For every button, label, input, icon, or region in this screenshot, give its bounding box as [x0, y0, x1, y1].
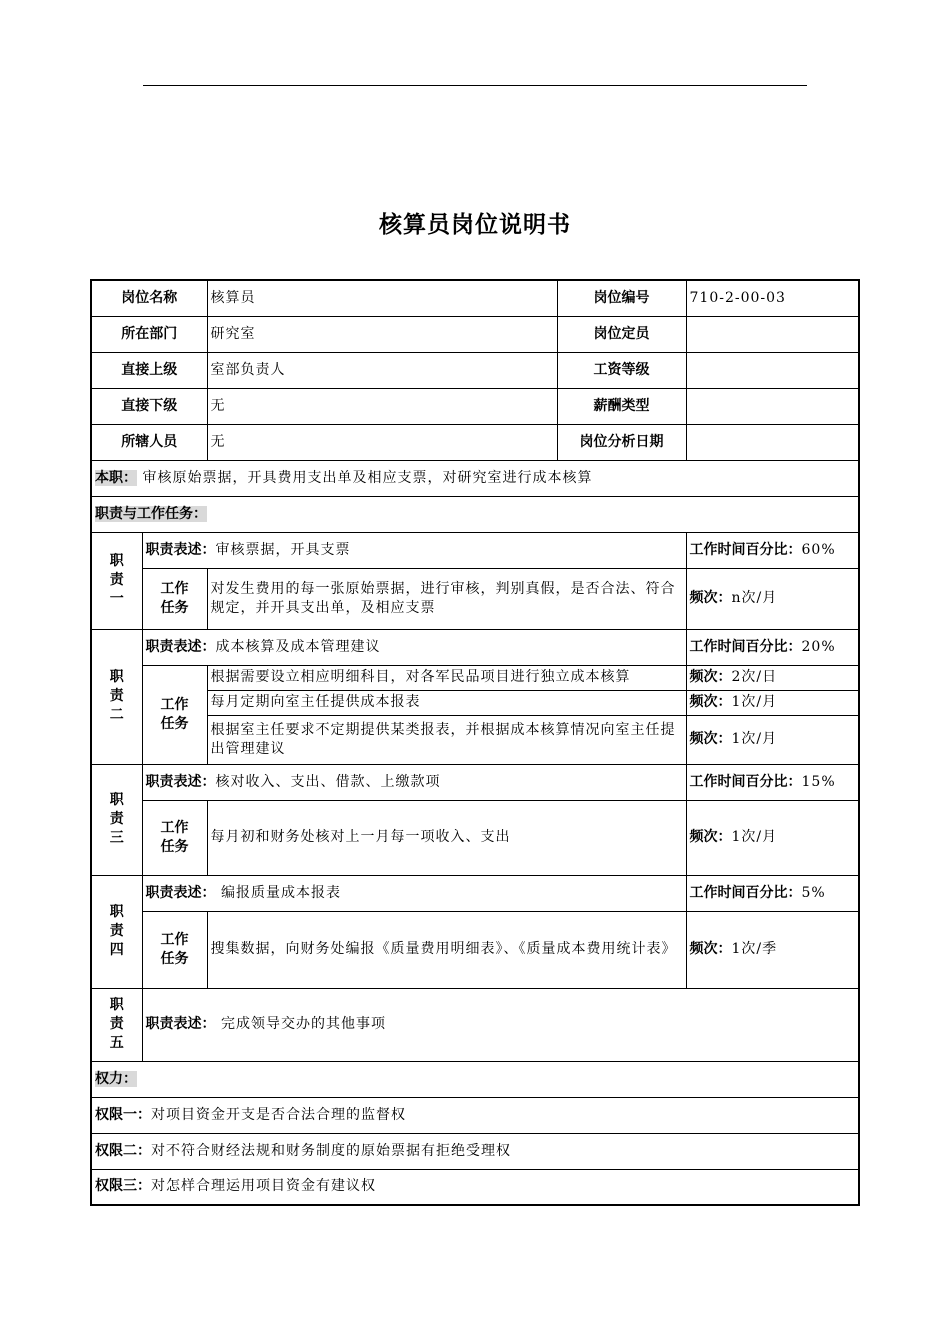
- info-label: 岗位编号: [557, 280, 686, 316]
- task-label: 工作 任务: [142, 911, 207, 988]
- freq-value: 1次/月: [731, 829, 778, 845]
- pct-value: 5%: [801, 884, 826, 901]
- freq-label: 频次：: [689, 731, 732, 747]
- duty-label: 职 责 三: [91, 764, 142, 875]
- duty-desc: 完成领导交办的其他事项: [215, 1016, 386, 1032]
- info-value: [686, 424, 859, 460]
- info-value: 研究室: [207, 316, 557, 352]
- duty-desc-row: [91, 532, 859, 568]
- info-value: 室部负责人: [207, 352, 557, 388]
- info-label: 岗位分析日期: [557, 424, 686, 460]
- info-row: [91, 424, 859, 460]
- freq-label: 频次：: [689, 669, 732, 685]
- freq-label: 频次：: [689, 590, 732, 606]
- task-text: 根据需要设立相应明细科目，对各军民品项目进行独立成本核算: [207, 665, 686, 690]
- power-row: [91, 1097, 859, 1133]
- task-text: 每月定期向室主任提供成本报表: [207, 690, 686, 715]
- power-row: [91, 1169, 859, 1205]
- info-row: [91, 316, 859, 352]
- info-label: 薪酬类型: [557, 388, 686, 424]
- power-header-row: [91, 1061, 859, 1097]
- pct-label: 工作时间百分比：: [689, 773, 802, 790]
- freq-value: 2次/日: [731, 669, 778, 685]
- info-value: 核算员: [207, 280, 557, 316]
- freq-value: 1次/月: [731, 731, 778, 747]
- power-label: 权限二：: [95, 1142, 151, 1159]
- duty-desc-row: [91, 764, 859, 800]
- duties-header: 职责与工作任务：: [95, 505, 207, 522]
- info-row: [91, 352, 859, 388]
- task-row: [91, 911, 859, 988]
- duty-desc: 审核票据，开具支票: [215, 541, 351, 558]
- task-row: [91, 568, 859, 629]
- pct-label: 工作时间百分比：: [689, 541, 802, 558]
- task-text: 根据室主任要求不定期提供某类报表，并根据成本核算情况向室主任提出管理建议: [207, 715, 686, 764]
- info-value: [686, 388, 859, 424]
- info-value: 无: [207, 388, 557, 424]
- duty-label: 职 责 五: [91, 988, 142, 1061]
- task-text: 每月初和财务处核对上一月每一项收入、支出: [207, 800, 686, 875]
- power-text: 对怎样合理运用项目资金有建议权: [151, 1178, 376, 1195]
- main-duty-row: [91, 460, 859, 496]
- desc-label: 职责表述：: [145, 638, 216, 655]
- task-text: 对发生费用的每一张原始票据，进行审核，判别真假，是否合法、符合规定，并开具支出单，及相应支票: [207, 568, 686, 629]
- pct-label: 工作时间百分比：: [689, 638, 802, 655]
- job-description-table: [90, 279, 860, 1206]
- task-row: [91, 800, 859, 875]
- freq-value: 1次/季: [731, 941, 778, 957]
- info-label: 所在部门: [91, 316, 207, 352]
- task-row: [91, 715, 859, 764]
- power-label: 权限三：: [95, 1178, 151, 1195]
- info-row: [91, 388, 859, 424]
- info-value: 无: [207, 424, 557, 460]
- task-text: 搜集数据，向财务处编报《质量费用明细表》、《质量成本费用统计表》: [207, 911, 686, 988]
- info-row: [91, 280, 859, 316]
- desc-label: 职责表述：: [145, 541, 216, 558]
- desc-label: 职责表述：: [145, 1016, 216, 1032]
- pct-value: 15%: [801, 773, 836, 790]
- task-row: [91, 665, 859, 690]
- info-label: 所辖人员: [91, 424, 207, 460]
- pct-value: 20%: [801, 638, 836, 655]
- desc-label: 职责表述：: [145, 773, 216, 790]
- power-text: 对项目资金开支是否合法合理的监督权: [151, 1106, 406, 1123]
- power-label: 权限一：: [95, 1106, 151, 1123]
- duty-desc: 核对收入、支出、借款、上缴款项: [215, 773, 441, 790]
- pct-value: 60%: [801, 541, 836, 558]
- info-label: 岗位名称: [91, 280, 207, 316]
- duty-label: 职 责 二: [91, 629, 142, 764]
- power-text: 对不符合财经法规和财务制度的原始票据有拒绝受理权: [151, 1142, 511, 1159]
- duty-desc-row: [91, 629, 859, 665]
- info-value: [686, 316, 859, 352]
- freq-label: 频次：: [689, 829, 732, 845]
- freq-label: 频次：: [689, 694, 732, 710]
- task-label: 工作 任务: [142, 800, 207, 875]
- freq-label: 频次：: [689, 941, 732, 957]
- main-duty-label: 本职：: [95, 469, 137, 486]
- info-label: 直接下级: [91, 388, 207, 424]
- info-label: 工资等级: [557, 352, 686, 388]
- page-title: 核算员岗位说明书: [379, 212, 571, 238]
- freq-value: n次/月: [731, 590, 778, 606]
- info-value: [686, 352, 859, 388]
- info-value: 710-2-00-03: [686, 280, 859, 316]
- task-row: [91, 690, 859, 715]
- info-label: 直接上级: [91, 352, 207, 388]
- duty-label: 职 责 一: [91, 532, 142, 629]
- info-label: 岗位定员: [557, 316, 686, 352]
- power-header: 权力：: [95, 1070, 137, 1087]
- header-rule: [143, 85, 807, 86]
- duty-desc-row: [91, 988, 859, 1061]
- duty-desc: 编报质量成本报表: [215, 884, 341, 901]
- power-row: [91, 1133, 859, 1169]
- freq-value: 1次/月: [731, 694, 778, 710]
- duty-label: 职 责 四: [91, 875, 142, 988]
- duty-desc: 成本核算及成本管理建议: [215, 638, 381, 655]
- desc-label: 职责表述：: [145, 884, 216, 901]
- duties-header-row: [91, 496, 859, 532]
- pct-label: 工作时间百分比：: [689, 884, 802, 901]
- task-label: 工作 任务: [142, 665, 207, 764]
- task-label: 工作 任务: [142, 568, 207, 629]
- main-duty-text: 审核原始票据，开具费用支出单及相应支票，对研究室进行成本核算: [142, 469, 593, 486]
- duty-desc-row: [91, 875, 859, 911]
